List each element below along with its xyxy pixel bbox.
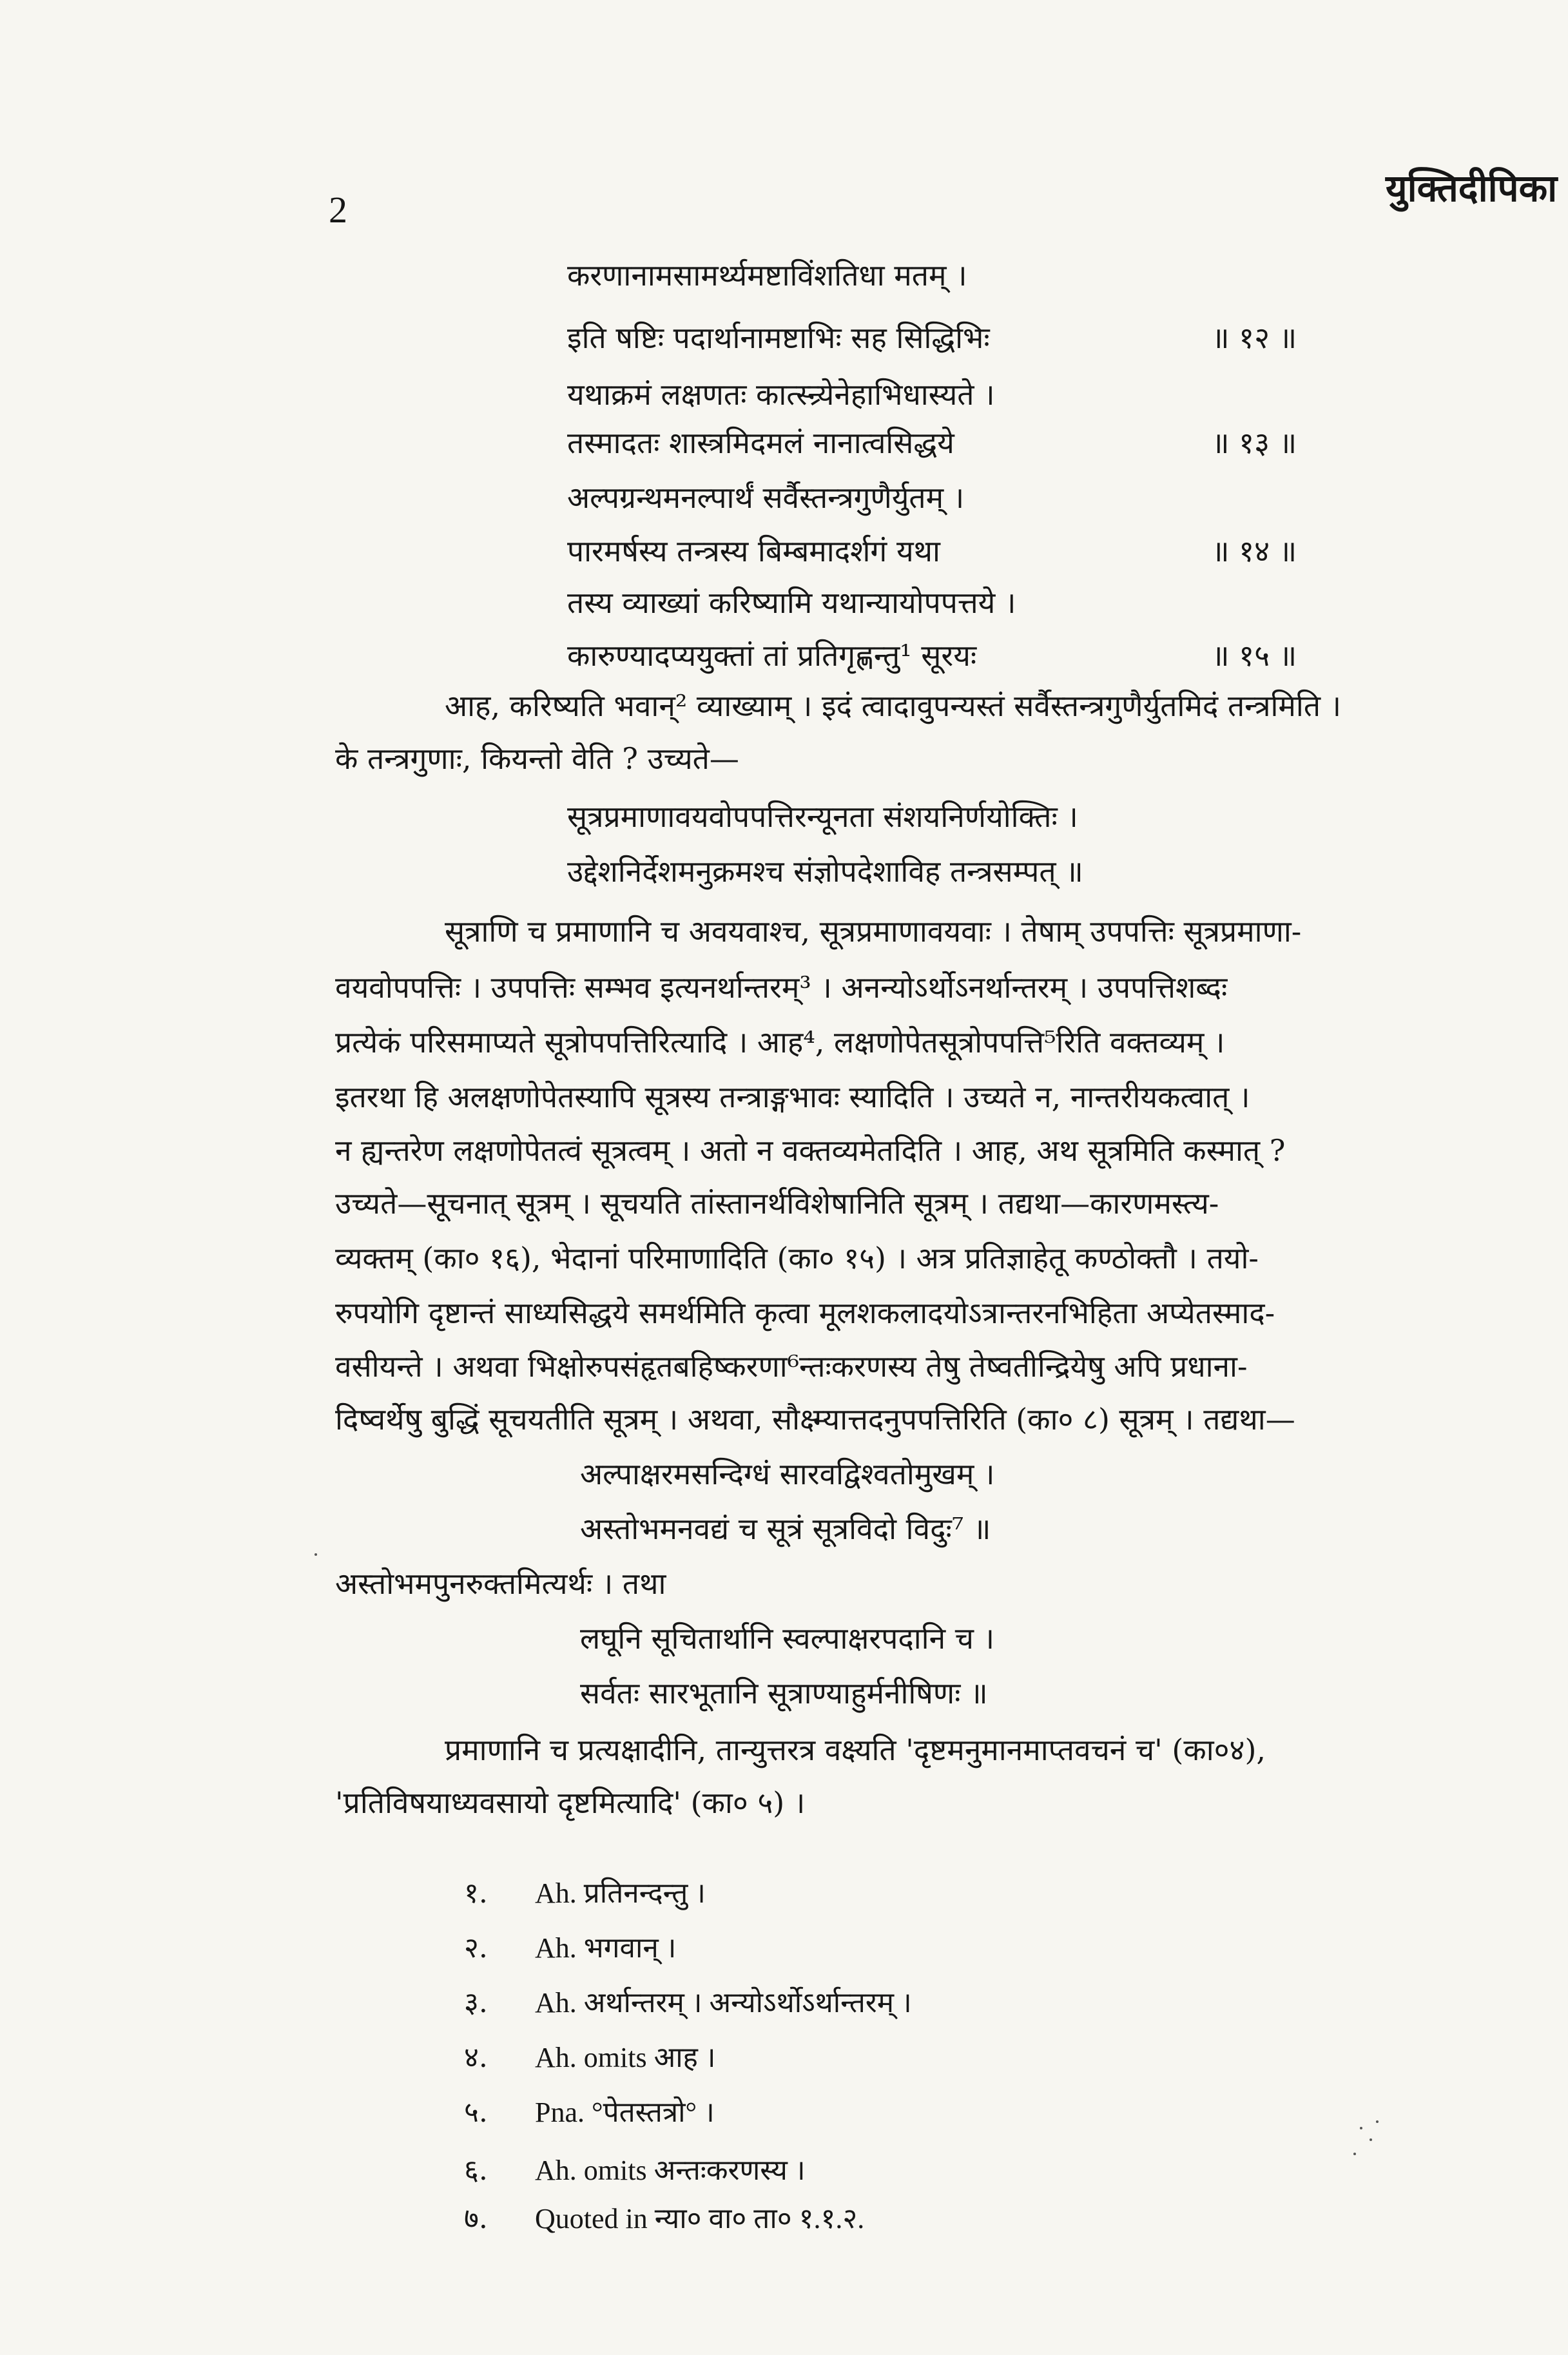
footnote-number: ५. (464, 2096, 488, 2129)
text-line: वयवोपपत्तिः । उपपत्तिः सम्भव इत्यनर्थान्तरम्³ । अनन्योऽर्थोऽनर्थान्तरम् । उपपत्तिशब्दः (335, 970, 1228, 1005)
verse-line: सर्वतः सारभूतानि सूत्राण्याहुर्मनीषिणः ॥ (580, 1676, 988, 1711)
verse-number: ॥ १५ ॥ (1212, 638, 1297, 673)
verse-line: यथाक्रमं लक्षणतः कात्स्न्र्येनेहाभिधास्यते । (567, 377, 995, 412)
footnote-text: Quoted in न्या० वा० ता० १.१.२. (535, 2203, 865, 2234)
verse-number: ॥ १२ ॥ (1212, 320, 1297, 355)
page-number: 2 (329, 189, 347, 231)
verse-line: अल्पाक्षरमसन्दिग्धं सारवद्विश्वतोमुखम् । (580, 1457, 995, 1491)
scan-speck (1353, 2153, 1356, 2155)
verse-line: तस्मादतः शास्त्रमिदमलं नानात्वसिद्धये (567, 425, 954, 460)
verse-line: लघूनि सूचितार्थानि स्वल्पाक्षरपदानि च । (580, 1621, 995, 1656)
verse-line: इति षष्टिः पदार्थानामष्टाभिः सह सिद्धिभिः (567, 320, 990, 355)
text-line: वसीयन्ते । अथवा भिक्षोरुपसंहृतबहिष्करणा⁶न्तःकरणस्य तेषु तेष्वतीन्द्रियेषु अपि प्रधाना- (335, 1349, 1248, 1384)
text-line: के तन्त्रगुणाः, कियन्तो वेति ? उच्यते— (335, 741, 739, 776)
running-title: युक्तिदीपिका (1386, 166, 1558, 210)
verse-line: सूत्रप्रमाणावयवोपपत्तिरन्यूनता संशयनिर्णयोक्तिः । (567, 799, 1078, 834)
text-line: आह, करिष्यति भवान्² व्याख्याम् । इदं त्वादावुपन्यस्तं सर्वैस्तन्त्रगुणैर्युतमिदं तन्त्रमिति । (445, 688, 1342, 723)
footnote-text: Ah. भगवान् । (535, 1932, 677, 1964)
text-line: अस्तोभमपुनरुक्तमित्यर्थः । तथा (335, 1566, 666, 1601)
footnote-number: ४. (464, 2041, 488, 2074)
footnote-number: ३. (464, 1986, 488, 2019)
verse-line: तस्य व्याख्यां करिष्यामि यथान्यायोपपत्तये । (567, 585, 1016, 620)
verse-line: अल्पग्रन्थमनल्पार्थं सर्वैस्तन्त्रगुणैर्युतम् । (567, 480, 965, 515)
footnote-text: Pna. °पेतस्तत्रो° । (535, 2097, 715, 2128)
footnote-text: Ah. प्रतिनन्दन्तु । (535, 1877, 706, 1909)
verse-number: ॥ १४ ॥ (1212, 534, 1297, 568)
text-line: न ह्यन्तरेण लक्षणोपेतत्वं सूत्रत्वम् । अतो न वक्तव्यमेतदिति । आह, अथ सूत्रमिति कस्मात् ? (335, 1133, 1286, 1168)
text-line: व्यक्तम् (का० १६), भेदानां परिमाणादिति (का० १५) । अत्र प्रतिज्ञाहेतू कण्ठोक्तौ । तयो- (335, 1241, 1259, 1275)
footnote-text: Ah. omits आह । (535, 2042, 716, 2073)
footnote-number: ६. (464, 2154, 488, 2187)
text-line: सूत्राणि च प्रमाणानि च अवयवाश्च, सूत्रप्रमाणावयवाः । तेषाम् उपपत्तिः सूत्रप्रमाणा- (445, 914, 1302, 949)
text-line: उच्यते—सूचनात् सूत्रम् । सूचयति तांस्तानर्थविशेषानिति सूत्रम् । तद्यथा—कारणमस्त्य- (335, 1186, 1219, 1221)
scan-speck (1370, 2138, 1372, 2141)
footnote-text: Ah. omits अन्तःकरणस्य । (535, 2155, 806, 2186)
verse-line: कारुण्यादप्ययुक्तां तां प्रतिगृह्णन्तु¹ सूरयः (567, 638, 977, 673)
text-line: दिष्वर्थेषु बुद्धिं सूचयतीति सूत्रम् । अथवा, सौक्ष्म्यात्तदनुपपत्तिरिति (का० ८) सूत्रम् । तद्यथा— (335, 1402, 1295, 1437)
footnote-text: Ah. अर्थान्तरम् । अन्योऽर्थोऽर्थान्तरम् । (535, 1987, 912, 2019)
footnote-number: २. (464, 1932, 488, 1964)
verse-line: अस्तोभमनवद्यं च सूत्रं सूत्रविदो विदुः⁷ ॥ (580, 1511, 991, 1546)
text-line: 'प्रतिविषयाध्यवसायो दृष्टमित्यादि' (का० ५) । (335, 1785, 806, 1820)
verse-line: उद्देशनिर्देशमनुक्रमश्च संज्ञोपदेशाविह तन्त्रसम्पत् ॥ (567, 854, 1083, 889)
scan-speck (1376, 2120, 1379, 2123)
scan-speck (1360, 2127, 1362, 2129)
text-line: इतरथा हि अलक्षणोपेतस्यापि सूत्रस्य तन्त्राङ्गभावः स्यादिति । उच्यते न, नान्तरीयकत्वात् । (335, 1080, 1250, 1114)
footnote-number: १. (464, 1877, 488, 1910)
verse-line: पारमर्षस्य तन्त्रस्य बिम्बमादर्शगं यथा (567, 534, 940, 568)
text-line: प्रमाणानि च प्रत्यक्षादीनि, तान्युत्तरत्र वक्ष्यति 'दृष्टमनुमानमाप्तवचनं च' (का०४), (445, 1732, 1266, 1767)
text-line: प्रत्येकं परिसमाप्यते सूत्रोपपत्तिरित्यादि । आह⁴, लक्षणोपेतसूत्रोपपत्ति⁵रिति वक्तव्यम् । (335, 1025, 1225, 1060)
verse-line: करणानामसामर्थ्यमष्टाविंशतिधा मतम् । (567, 258, 967, 293)
verse-number: ॥ १३ ॥ (1212, 425, 1297, 460)
text-line: रुपयोगि दृष्टान्तं साध्यसिद्धये समर्थमिति कृत्वा मूलशकलादयोऽत्रान्तरनभिहिता अप्येतस्माद- (335, 1295, 1275, 1330)
scan-speck (315, 1553, 317, 1556)
footnote-number: ७. (464, 2202, 488, 2235)
